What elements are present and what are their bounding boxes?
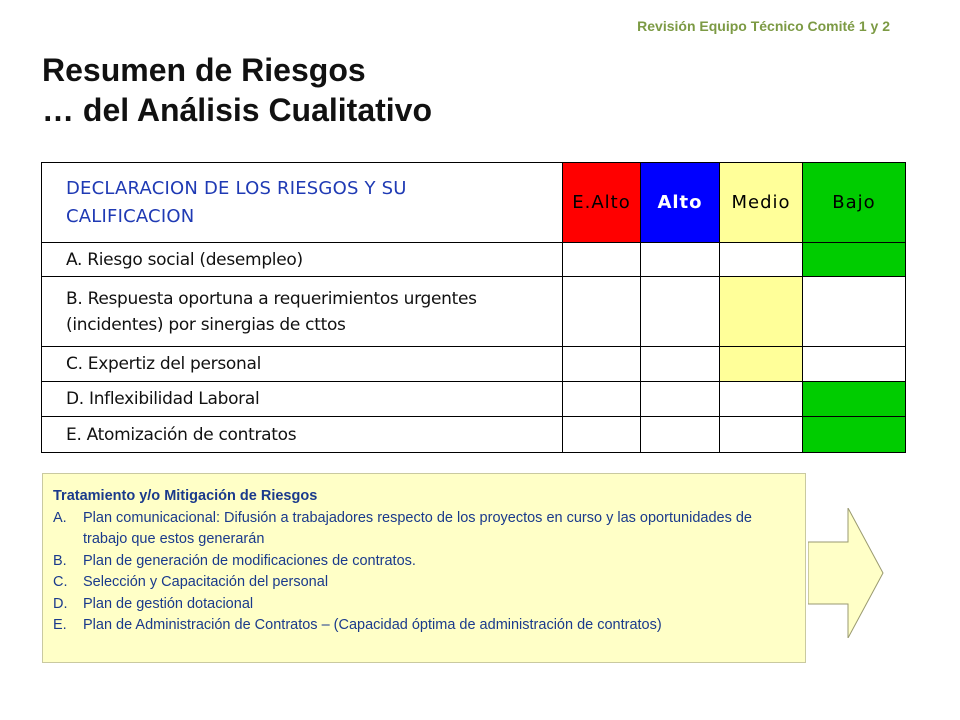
risk-description	[42, 382, 563, 417]
level-cell-alto	[641, 417, 720, 453]
header-label-line-2: CALIFICACION	[66, 205, 195, 227]
risk-text: B. Respuesta oportuna a requerimientos urgentes	[66, 288, 477, 309]
title-line-2: … del Análisis Cualitativo	[42, 92, 433, 128]
table-row	[42, 243, 906, 277]
risk-description	[42, 347, 563, 382]
mitigation-title: Tratamiento y/o Mitigación de Riesgos	[53, 488, 318, 504]
slide-title	[42, 50, 432, 130]
level-cell-e-alto	[563, 382, 641, 417]
level-cell-medio	[720, 382, 803, 417]
risk-text: A. Riesgo social (desempleo)	[66, 249, 303, 270]
risk-text-line-2: (incidentes) por sinergias de cttos	[66, 314, 346, 335]
table-row	[42, 382, 906, 417]
mitigation-list	[53, 508, 795, 637]
table-row	[42, 277, 906, 347]
risk-declaration-header	[42, 163, 563, 243]
level-header-bajo	[803, 163, 906, 243]
level-label: Medio	[731, 192, 791, 213]
table-row	[42, 417, 906, 453]
level-cell-alto	[641, 277, 720, 347]
mitigation-box	[42, 473, 806, 663]
list-item	[53, 508, 795, 551]
risk-text: C. Expertiz del personal	[66, 354, 262, 374]
level-cell-medio	[720, 417, 803, 453]
risk-table-header-row	[42, 163, 906, 243]
list-item	[53, 615, 795, 637]
risk-text: D. Inflexibilidad Laboral	[66, 389, 260, 409]
level-cell-e-alto	[563, 347, 641, 382]
item-letter: A.	[53, 509, 67, 526]
level-cell-alto	[641, 243, 720, 277]
right-arrow-icon	[808, 508, 886, 638]
level-label: Bajo	[832, 192, 876, 213]
level-cell-e-alto	[563, 417, 641, 453]
risk-description	[42, 243, 563, 277]
level-label: E.Alto	[572, 192, 631, 213]
header-label-line-1: DECLARACION DE LOS RIESGOS Y SU	[66, 177, 407, 199]
item-letter: C.	[53, 574, 68, 590]
level-header-alto	[641, 163, 720, 243]
level-cell-e-alto	[563, 277, 641, 347]
table-row	[42, 347, 906, 382]
risk-text: E. Atomización de contratos	[66, 424, 297, 445]
level-label: Alto	[657, 192, 703, 213]
item-text: Selección y Capacitación del personal	[83, 574, 329, 590]
list-item	[53, 551, 795, 573]
level-cell-alto	[641, 382, 720, 417]
risk-description	[42, 277, 563, 347]
item-text: Plan de Administración de Contratos – (Capacidad óptima de administración de contratos)	[83, 617, 662, 633]
item-letter: B.	[53, 552, 67, 569]
list-item	[53, 572, 795, 594]
level-cell-bajo	[803, 347, 906, 382]
item-text: Plan de gestión dotacional	[83, 595, 254, 612]
slide-subtitle: Revisión Equipo Técnico Comité 1 y 2	[637, 18, 890, 34]
risk-description	[42, 417, 563, 453]
level-cell-bajo	[803, 417, 906, 453]
level-cell-medio	[720, 243, 803, 277]
item-text: Plan comunicacional: Difusión a trabajadores respecto de los proyectos en curso y las oportunidades de trabajo que estos generarán	[83, 509, 752, 547]
level-header-e-alto	[563, 163, 641, 243]
level-cell-alto	[641, 347, 720, 382]
level-cell-bajo	[803, 243, 906, 277]
item-letter: D.	[53, 595, 68, 612]
level-cell-e-alto	[563, 243, 641, 277]
level-cell-medio	[720, 347, 803, 382]
level-cell-bajo	[803, 382, 906, 417]
title-line-1: Resumen de Riesgos	[42, 52, 366, 88]
item-letter: E.	[53, 617, 67, 633]
level-cell-bajo	[803, 277, 906, 347]
level-header-medio	[720, 163, 803, 243]
level-cell-medio	[720, 277, 803, 347]
list-item	[53, 594, 795, 616]
item-text: Plan de generación de modificaciones de contratos.	[83, 552, 416, 569]
risk-table	[41, 162, 906, 453]
